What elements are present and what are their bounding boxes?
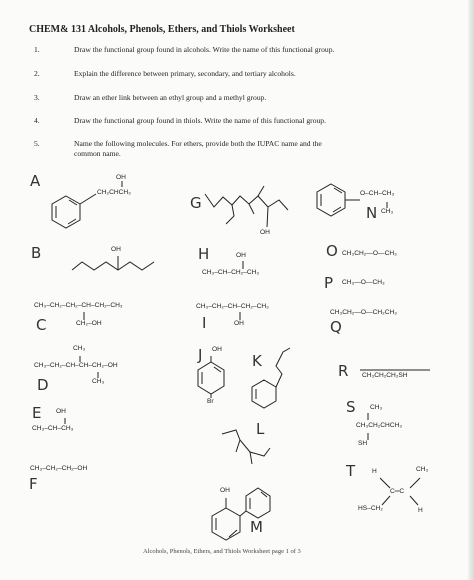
molecule-q-formula: CH₃CH₂—O—CH₂CH₃ xyxy=(330,309,397,316)
label-j: J xyxy=(198,346,203,364)
molecule-m-oh: OH xyxy=(220,487,230,494)
molecule-i-formula: CH₃–CH₂–CH–CH₂–CH₃ xyxy=(196,303,269,310)
molecule-f-formula: CH₃–CH₂–CH₂–OH xyxy=(30,465,88,472)
molecule-h-oh: OH xyxy=(236,252,246,259)
molecule-c-formula: CH₃–CH₂–CH₂–CH–CH₂–CH₃ xyxy=(34,302,123,309)
label-m: M xyxy=(250,518,263,536)
molecule-a-oh: OH xyxy=(116,174,126,181)
label-l: L xyxy=(256,420,265,438)
molecule-r-formula: CH₃CH₂CH₂SH xyxy=(362,372,408,379)
label-f: F xyxy=(29,475,38,493)
molecule-g-skeleton xyxy=(205,186,288,227)
molecule-d-top: CH₃ xyxy=(73,345,86,352)
question-number: 5. xyxy=(34,139,40,148)
label-c: C xyxy=(36,316,47,334)
molecule-d-bottom: CH₃ xyxy=(92,378,105,385)
molecule-s-sh: SH xyxy=(358,440,368,447)
label-b: B xyxy=(31,244,42,262)
question-text: Name the following molecules. For ethers, provide both the IUPAC name and the xyxy=(74,139,322,148)
label-n: N xyxy=(366,204,378,222)
molecule-i-oh: OH xyxy=(234,320,244,327)
label-q: Q xyxy=(330,318,342,336)
molecule-n-ch3: CH₃ xyxy=(381,208,394,215)
label-e: E xyxy=(32,404,42,422)
molecule-t-hs: HS–CH₂ xyxy=(358,505,383,512)
question-number: 1. xyxy=(34,45,40,54)
label-d: D xyxy=(37,376,49,394)
worksheet-title: CHEM& 131 Alcohols, Phenols, Ethers, and Thiols Worksheet xyxy=(29,24,295,35)
label-a: A xyxy=(30,172,41,190)
question-number: 2. xyxy=(34,69,40,78)
molecule-t-h: H xyxy=(372,468,377,475)
molecule-s-formula: CH₃CH₂CHCH₃ xyxy=(356,422,403,429)
label-i: I xyxy=(202,314,207,332)
molecule-b-oh: OH xyxy=(111,246,121,253)
question-text: Explain the difference between primary, secondary, and tertiary alcohols. xyxy=(74,69,296,78)
molecule-h-formula: CH₃–CH–CH₂–CH₃ xyxy=(202,269,260,276)
label-g: G xyxy=(190,194,202,212)
molecule-j-br: Br xyxy=(207,398,214,405)
molecule-t-cc: C═C xyxy=(390,488,405,495)
molecule-n-chain: O–CH–CH₃ xyxy=(360,190,395,197)
label-r: R xyxy=(338,362,349,380)
molecule-j-oh: OH xyxy=(212,346,222,353)
molecule-s-top: CH₃ xyxy=(370,404,383,411)
question-text: Draw an ether link between an ethyl group and a methyl group. xyxy=(74,93,267,102)
label-k: K xyxy=(252,352,262,370)
molecule-t-ch3: CH₃ xyxy=(416,466,429,473)
page-footer: Alcohols, Phenols, Ethers, and Thiols Worksheet page 1 of 3 xyxy=(143,548,301,555)
molecule-d-formula: CH₃–CH₂–CH–CH–CH₂–OH xyxy=(34,362,118,369)
label-t: T xyxy=(346,462,356,480)
molecule-p-formula: CH₃—O—CH₃ xyxy=(342,279,385,286)
molecule-e-oh: OH xyxy=(56,408,66,415)
molecule-b-skeleton xyxy=(72,256,154,270)
question-text: Draw the functional group found in thiols. Write the name of this functional group. xyxy=(74,116,326,125)
label-s: S xyxy=(346,398,356,416)
molecule-o-formula: CH₃CH₂—O—CH₃ xyxy=(342,250,397,257)
label-h: H xyxy=(198,245,210,263)
question-text: Draw the functional group found in alcohols. Write the name of this functional group. xyxy=(74,45,335,54)
question-5-continued: common name. xyxy=(74,149,121,158)
label-o: O xyxy=(326,242,338,260)
molecule-t-h2: H xyxy=(418,507,423,514)
molecule-c-sub: CH₂–OH xyxy=(76,320,102,327)
molecule-a-chain: CH₂CHCH₃ xyxy=(97,189,131,196)
question-number: 3. xyxy=(34,93,40,102)
label-p: P xyxy=(324,274,334,292)
molecule-e-formula: CH₃–CH–CH₃ xyxy=(32,425,74,432)
molecule-g-oh: OH xyxy=(260,229,270,236)
question-number: 4. xyxy=(34,116,40,125)
